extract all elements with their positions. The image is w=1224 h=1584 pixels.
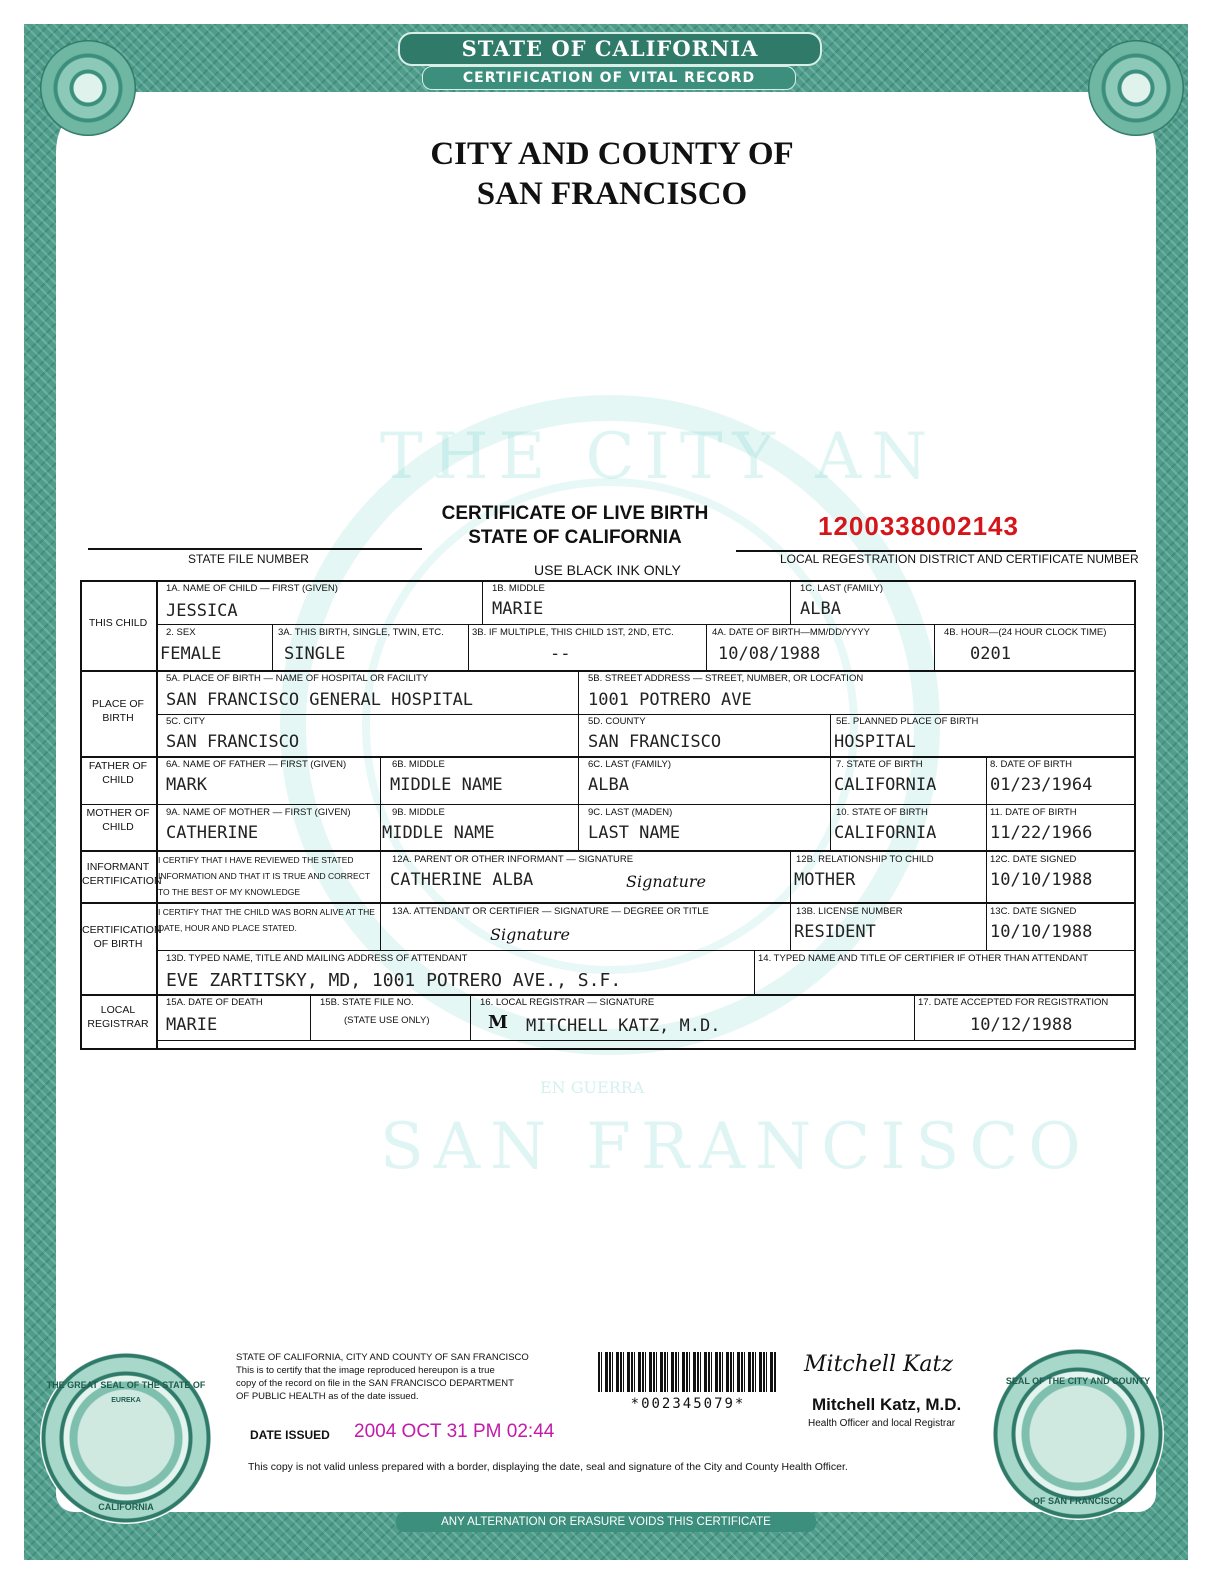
col-divider — [482, 580, 483, 624]
barcode — [598, 1352, 776, 1392]
heading-line1: CITY AND COUNTY OF — [430, 136, 794, 172]
col-divider — [470, 994, 471, 1040]
watermark-text-top: THE CITY AN — [380, 420, 938, 494]
father-first-name: MARK — [166, 775, 207, 795]
mother-last-name: LAST NAME — [588, 823, 681, 843]
father-date-of-birth: 01/23/1964 — [990, 775, 1093, 795]
validity-statement: This copy is not valid unless prepared with a border, displaying the date, seal and signature of the City and County Health Officer. — [248, 1461, 848, 1473]
col-divider — [830, 714, 831, 756]
date-issued-value: 2004 OCT 31 PM 02:44 — [354, 1421, 555, 1442]
label-13c: 13C. DATE SIGNED — [990, 906, 1077, 917]
attendant-name-address: EVE ZARTITSKY, MD, 1001 POTRERO AVE., S.F. — [166, 970, 622, 991]
city-county-seal — [992, 1348, 1164, 1520]
footer-cert-line2: This is to certify that the image reproduced hereupon is a true — [236, 1365, 495, 1376]
label-5b: 5B. STREET ADDRESS — STREET, NUMBER, OR LOCFATION — [588, 673, 864, 684]
col-divider — [754, 950, 755, 994]
father-state-of-birth: CALIFORNIA — [834, 775, 937, 795]
seal-left-top-text: THE GREAT SEAL OF THE STATE OF — [46, 1380, 206, 1390]
row-divider — [80, 804, 1136, 805]
informant-name: CATHERINE ALBA — [390, 870, 534, 890]
col-divider — [578, 670, 579, 756]
col-divider — [380, 850, 381, 950]
hospital-name: SAN FRANCISCO GENERAL HOSPITAL — [166, 690, 474, 710]
father-middle-name: MIDDLE NAME — [390, 775, 503, 795]
label-14: 14. TYPED NAME AND TITLE OF CERTIFIER IF OTHER THAN ATTENDANT — [758, 953, 1089, 964]
row-divider — [156, 950, 1136, 951]
label-11: 11. DATE OF BIRTH — [990, 807, 1077, 818]
col-divider — [272, 624, 273, 670]
label-9b: 9B. MIDDLE — [392, 807, 445, 818]
section-place-of-birth: PLACE OF BIRTH — [92, 698, 144, 724]
corner-ornament-top-left — [40, 40, 136, 136]
hospital-street: 1001 POTRERO AVE — [588, 690, 752, 710]
label-5c: 5C. CITY — [166, 716, 206, 727]
section-local-registrar: LOCAL REGISTRAR — [87, 1004, 149, 1030]
label-17: 17. DATE ACCEPTED FOR REGISTRATION — [918, 997, 1109, 1008]
child-last-name: ALBA — [800, 599, 841, 619]
seal-left-bottom-text: CALIFORNIA — [98, 1502, 154, 1512]
label-6a: 6A. NAME OF FATHER — FIRST (GIVEN) — [166, 759, 347, 770]
label-6c: 6C. LAST (FAMILY) — [588, 759, 672, 770]
row-divider — [80, 670, 1136, 672]
label-5d: 5D. COUNTY — [588, 716, 646, 727]
row-divider — [156, 714, 1136, 715]
label-13b: 13B. LICENSE NUMBER — [796, 906, 903, 917]
local-number-label: LOCAL REGESTRATION DISTRICT AND CERTIFICATE NUMBER — [780, 552, 1139, 566]
col-divider — [934, 624, 935, 670]
section-column-divider — [156, 580, 158, 1050]
label-12b: 12B. RELATIONSHIP TO CHILD — [796, 854, 934, 865]
informant-statement-line2: INFORMATION AND THAT IT IS TRUE AND CORRECT — [158, 871, 371, 881]
date-accepted: 10/12/1988 — [970, 1015, 1073, 1035]
label-1c: 1C. LAST (FAMILY) — [800, 583, 884, 594]
mother-state-of-birth: CALIFORNIA — [834, 823, 937, 843]
father-last-name: ALBA — [588, 775, 629, 795]
vital-record-banner: CERTIFICATION OF VITAL RECORD — [422, 66, 796, 90]
col-divider — [830, 756, 831, 850]
label-13a: 13A. ATTENDANT OR CERTIFIER — SIGNATURE — DEGREE OR TITLE — [392, 906, 709, 917]
license-number: RESIDENT — [794, 922, 876, 942]
label-3a: 3A. THIS BIRTH, SINGLE, TWIN, ETC. — [278, 627, 444, 638]
label-1b: 1B. MIDDLE — [492, 583, 545, 594]
row-divider — [156, 1040, 1136, 1041]
label-4a: 4A. DATE OF BIRTH—MM/DD/YYYY — [712, 627, 871, 638]
label-2: 2. SEX — [166, 627, 196, 638]
corner-ornament-top-right — [1088, 40, 1184, 136]
informant-statement-line3: TO THE BEST OF MY KNOWLEDGE — [158, 887, 301, 897]
child-first-name: JESSICA — [166, 601, 238, 621]
alteration-warning-banner: ANY ALTERNATION OR ERASURE VOIDS THIS CERTIFICATE — [396, 1512, 816, 1532]
certificate-subtitle: STATE OF CALIFORNIA — [468, 527, 682, 548]
col-divider — [790, 580, 791, 624]
col-divider — [986, 850, 987, 950]
col-divider — [986, 756, 987, 850]
informant-date-signed: 10/10/1988 — [990, 870, 1093, 890]
heading-line2: SAN FRANCISCO — [476, 176, 748, 212]
col-divider — [790, 850, 791, 950]
mother-date-of-birth: 11/22/1966 — [990, 823, 1093, 843]
section-this-child: THIS CHILD — [88, 617, 148, 629]
health-officer-name: Mitchell Katz, M.D. — [812, 1395, 962, 1414]
footer-cert-line3: copy of the record on file in the SAN FRANCISCO DEPARTMENT — [236, 1378, 514, 1389]
state-banner: STATE OF CALIFORNIA — [398, 32, 822, 66]
label-5a: 5A. PLACE OF BIRTH — NAME OF HOSPITAL OR FACILITY — [166, 673, 429, 684]
seal-right-bottom-text: OF SAN FRANCISCO — [1033, 1496, 1123, 1506]
col-divider — [578, 756, 579, 850]
label-7: 7. STATE OF BIRTH — [836, 759, 923, 770]
attendant-signature: Signature — [490, 925, 571, 944]
label-15a: 15A. DATE OF DEATH — [166, 997, 263, 1008]
birth-county: SAN FRANCISCO — [588, 732, 722, 752]
certifier-statement-line2: DATE, HOUR AND PLACE STATED. — [158, 923, 297, 933]
informant-relationship: MOTHER — [794, 870, 856, 890]
footer-cert-line4: OF PUBLIC HEALTH as of the date issued. — [236, 1391, 419, 1402]
label-15b: 15B. STATE FILE NO. — [320, 997, 414, 1008]
section-certification: CERTIFICATION OF BIRTH — [82, 924, 162, 950]
section-father: FATHER OF CHILD — [88, 760, 148, 786]
col-divider — [310, 994, 311, 1040]
child-middle-name: MARIE — [492, 599, 544, 619]
col-divider — [468, 624, 469, 670]
local-registrar-name: MITCHELL KATZ, M.D. — [526, 1016, 721, 1036]
label-5e: 5E. PLANNED PLACE OF BIRTH — [836, 716, 979, 727]
label-1a: 1A. NAME OF CHILD — FIRST (GIVEN) — [166, 583, 338, 594]
mother-middle-name: MIDDLE NAME — [382, 823, 495, 843]
footer-cert-line1: STATE OF CALIFORNIA, CITY AND COUNTY OF SAN FRANCISCO — [236, 1352, 529, 1363]
watermark-text-bottom: SAN FRANCISCO — [380, 1110, 1091, 1184]
row-divider — [80, 994, 1136, 996]
label-12c: 12C. DATE SIGNED — [990, 854, 1077, 865]
great-seal-of-california — [40, 1352, 212, 1524]
seal-right-top-text: SEAL OF THE CITY AND COUNTY — [1005, 1376, 1151, 1386]
label-8: 8. DATE OF BIRTH — [990, 759, 1072, 770]
row-divider — [156, 624, 1136, 625]
label-3b: 3B. IF MULTIPLE, THIS CHILD 1ST, 2ND, ETC. — [472, 627, 674, 638]
planned-place: HOSPITAL — [834, 732, 916, 752]
seal-left-eureka: EUREKA — [111, 1397, 141, 1404]
label-13d: 13D. TYPED NAME, TITLE AND MAILING ADDRESS OF ATTENDANT — [166, 953, 468, 964]
ink-note: USE BLACK INK ONLY — [534, 562, 681, 578]
label-9c: 9C. LAST (MADEN) — [588, 807, 673, 818]
certificate-title: CERTIFICATE OF LIVE BIRTH — [441, 503, 709, 524]
col-divider — [380, 756, 381, 850]
multiple-birth-order: -- — [550, 644, 571, 664]
birth-city: SAN FRANCISCO — [166, 732, 300, 752]
attendant-date-signed: 10/10/1988 — [990, 922, 1093, 942]
health-officer-title: Health Officer and local Registrar — [808, 1418, 956, 1429]
certificate-number: 1200338002143 — [818, 511, 1019, 541]
watermark-motto: EN GUERRA — [540, 1078, 645, 1097]
row-divider — [80, 756, 1136, 758]
section-informant: INFORMANT CERTIFICATION — [82, 861, 162, 887]
label-9a: 9A. NAME OF MOTHER — FIRST (GIVEN) — [166, 807, 351, 818]
birth-type: SINGLE — [284, 644, 346, 664]
date-issued-label: DATE ISSUED — [250, 1428, 330, 1442]
informant-signature: Signature — [626, 872, 707, 891]
label-10: 10. STATE OF BIRTH — [836, 807, 928, 818]
col-divider — [706, 624, 707, 670]
col-divider — [914, 994, 915, 1040]
certifier-statement-line1: I CERTIFY THAT THE CHILD WAS BORN ALIVE AT THE — [158, 907, 375, 917]
informant-statement-line1: I CERTIFY THAT I HAVE REVIEWED THE STATED — [158, 855, 354, 865]
label-15b-note: (STATE USE ONLY) — [344, 1015, 430, 1026]
child-date-of-birth: 10/08/1988 — [718, 644, 821, 664]
section-mother: MOTHER OF CHILD — [86, 807, 150, 833]
date-of-death: MARIE — [166, 1015, 218, 1035]
mother-first-name: CATHERINE — [166, 823, 259, 843]
label-16: 16. LOCAL REGISTRAR — SIGNATURE — [480, 997, 655, 1008]
label-4b: 4B. HOUR—(24 HOUR CLOCK TIME) — [944, 627, 1107, 638]
label-12a: 12A. PARENT OR OTHER INFORMANT — SIGNATURE — [392, 854, 634, 865]
barcode-number: *002345079* — [630, 1396, 746, 1412]
state-file-rule — [88, 548, 422, 550]
registrar-initial: M — [488, 1012, 508, 1033]
health-officer-signature: Mitchell Katz — [804, 1352, 953, 1377]
birth-hour: 0201 — [970, 644, 1011, 664]
child-sex: FEMALE — [160, 644, 222, 664]
state-file-label: STATE FILE NUMBER — [188, 552, 309, 566]
label-6b: 6B. MIDDLE — [392, 759, 445, 770]
